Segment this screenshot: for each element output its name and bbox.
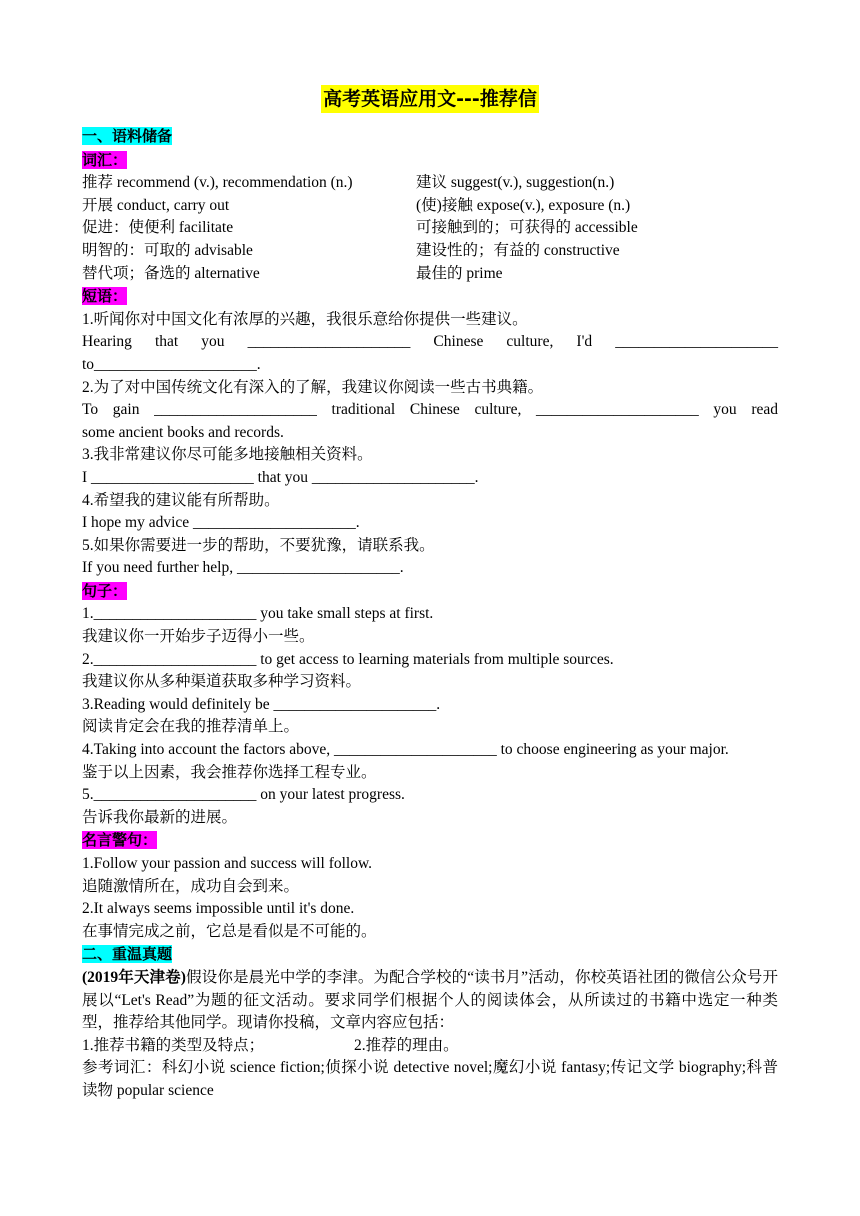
word: you (201, 333, 225, 351)
word: that (154, 333, 179, 351)
sentence-3-chinese: 阅读肯定会在我的推荐清单上。 (82, 718, 300, 736)
vocab-row (82, 217, 778, 240)
blank: _____________________ (247, 333, 411, 351)
vocab-left: 推荐 recommend (v.), recommendation (n.) (82, 174, 353, 192)
phrase-1-english-cont: to_____________________. (82, 355, 261, 373)
vocab-right: 可接触到的；可获得的 accessible (416, 219, 638, 237)
phrase-3-chinese: 3.我非常建议你尽可能多地接触相关资料。 (82, 446, 373, 464)
vocab-heading: 词汇： (82, 150, 128, 169)
sentence-4-chinese: 鉴于以上因素，我会推荐你选择工程专业。 (82, 763, 377, 781)
exam-point-1: 1.推荐书籍的类型及特点； (82, 1036, 265, 1054)
vocab-list (82, 172, 778, 285)
phrase-2-english-cont: some ancient books and records. (82, 423, 284, 441)
sentence-3-english: 3.Reading would definitely be _____________________. (82, 695, 441, 713)
vocab-right: 最佳的 prime (416, 264, 503, 282)
phrase-5-english: If you need further help, _____________________. (82, 559, 404, 577)
quotes-heading: 名言警句： (82, 831, 158, 850)
document-body (82, 84, 778, 1103)
vocab-row (82, 172, 778, 195)
sentence-2-chinese: 我建议你从多种渠道获取多种学习资料。 (82, 673, 362, 691)
sentence-5-english: 5._____________________ on your latest progress. (82, 786, 405, 804)
phrases-heading: 短语： (82, 287, 128, 306)
exam-text: 假设你是晨光中学的李津。为配合学校的“读书月”活动，你校英语社团的微信公众号开展以“Let's Read”为题的征文活动。要求同学们根据个人的阅读体会，从所读过的书籍中选定一种类型，推荐给其他同学。现请你投稿，文章内容应包括： (82, 968, 779, 1032)
sentence-1-english: 1._____________________ you take small steps at first. (82, 605, 434, 623)
phrase-2-chinese: 2.为了对中国传统文化有深入的了解，我建议你阅读一些古书典籍。 (82, 378, 544, 396)
vocab-row (82, 263, 778, 286)
exam-vocab-hint: 参考词汇：科幻小说 science fiction;侦探小说 detective novel;魔幻小说 fantasy;传记文学 biography;科普读物 popular science (82, 1059, 778, 1099)
phrase-1-english (82, 331, 778, 354)
vocab-left: 替代项；备选的 alternative (82, 264, 260, 282)
sentence-5-chinese: 告诉我你最新的进展。 (82, 808, 238, 826)
word: I'd (576, 333, 593, 351)
phrase-3-english: I _____________________ that you _____________________. (82, 468, 479, 486)
section1-heading: 一、语料储备 (82, 127, 173, 145)
exam-point-2: 2.推荐的理由。 (354, 1036, 459, 1054)
title-row (82, 84, 778, 116)
blank: _____________________ (615, 333, 778, 351)
sentence-1-chinese: 我建议你一开始步子迈得小一些。 (82, 628, 315, 646)
exam-points (82, 1035, 778, 1058)
vocab-left: 开展 conduct, carry out (82, 196, 230, 214)
word: Hearing (82, 333, 132, 351)
vocab-right: 建议 suggest(v.), suggestion(n.) (416, 174, 615, 192)
phrase-2-english: To gain _____________________ traditional Chinese culture, _____________________ you read (82, 401, 778, 419)
vocab-left: 促进：使便利 facilitate (82, 219, 234, 237)
phrase-1-chinese: 1.听闻你对中国文化有浓厚的兴趣，我很乐意给你提供一些建议。 (82, 310, 528, 328)
word: Chinese (433, 333, 484, 351)
sentence-2-english: 2._____________________ to get access to learning materials from multiple sources. (82, 650, 614, 668)
page-title: 高考英语应用文---推荐信 (321, 85, 539, 113)
phrase-4-chinese: 4.希望我的建议能有所帮助。 (82, 491, 280, 509)
section2-heading: 二、重温真题 (82, 945, 173, 964)
sentences-heading: 句子： (82, 581, 128, 600)
quote-2-chinese: 在事情完成之前，它总是看似是不可能的。 (82, 922, 377, 940)
vocab-row (82, 195, 778, 218)
phrase-4-english: I hope my advice _____________________. (82, 514, 360, 532)
exam-prompt (82, 967, 778, 1035)
vocab-right: 建设性的；有益的 constructive (416, 241, 620, 259)
word: culture, (506, 333, 554, 351)
vocab-left: 明智的：可取的 advisable (82, 241, 253, 259)
quote-1-chinese: 追随激情所在，成功自会到来。 (82, 877, 300, 895)
quote-2-english: 2.It always seems impossible until it's done. (82, 900, 355, 918)
quote-1-english: 1.Follow your passion and success will follow. (82, 855, 373, 872)
phrase-5-chinese: 5.如果你需要进一步的帮助，不要犹豫，请联系我。 (82, 536, 435, 554)
vocab-right: (使)接触 expose(v.), exposure (n.) (416, 196, 631, 214)
sentence-4-english: 4.Taking into account the factors above, _____________________ to choose engineering as your major. (82, 741, 729, 759)
vocab-row (82, 240, 778, 263)
exam-source: (2019年天津卷) (82, 968, 186, 986)
